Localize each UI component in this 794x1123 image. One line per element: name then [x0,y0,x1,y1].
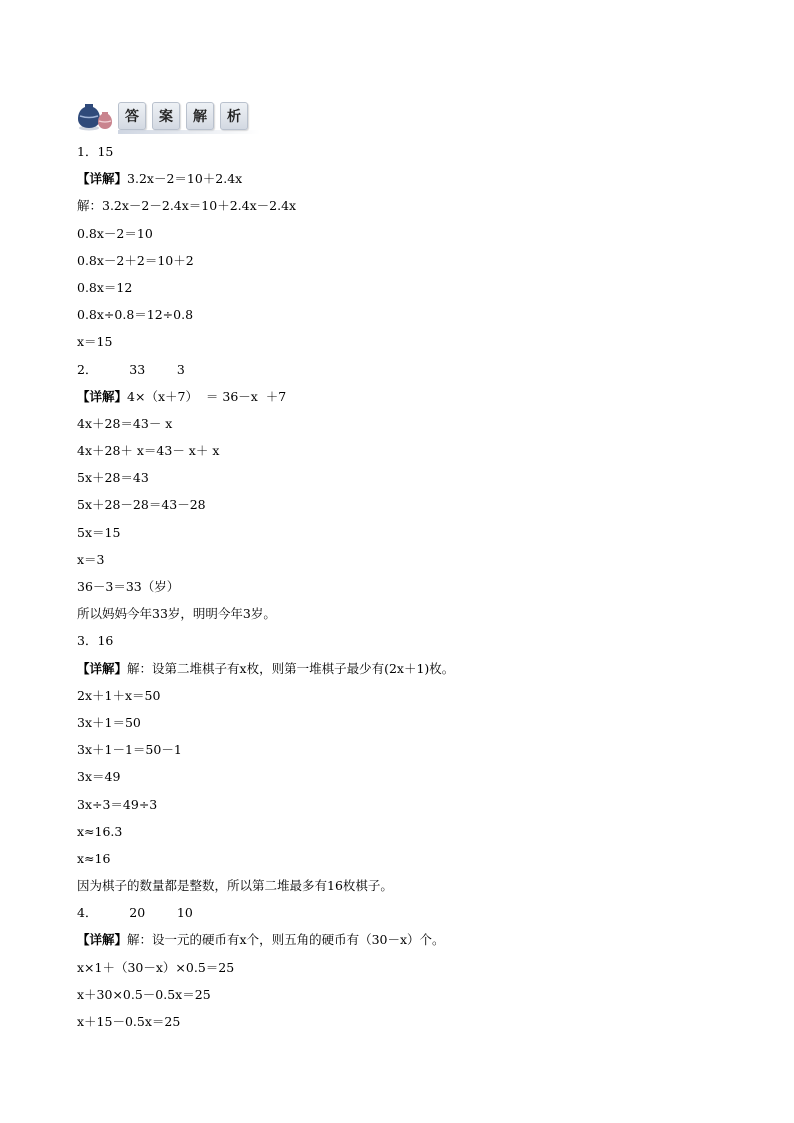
solution-line: 解：3.2x－2－2.4x＝10＋2.4x－2.4x [77,198,297,214]
vase-icon [78,101,112,131]
header-tile: 解 [186,102,214,130]
solution-line: 0.8x＝12 [77,279,133,295]
answer-body [77,138,757,1035]
solution-line: 3x÷3＝49÷3 [77,796,158,812]
solution-line [77,655,757,682]
solution-line: 3x＋1－1＝50－1 [77,742,182,758]
solution-line: 0.8x÷0.8＝12÷0.8 [77,307,194,323]
question-number-1: 1．15 [77,144,114,159]
solution-line [77,926,757,953]
solution-line: 4x＋28＝43－ x [77,415,173,431]
header-tiles [118,102,254,130]
solution-line [77,165,757,192]
solution-line: 0.8x－2＝10 [77,225,153,241]
detail-label: 【详解】 [77,171,128,187]
detail-text: 解：设一元的硬币有x个，则五角的硬币有（30－x）个。 [127,932,445,948]
solution-line: x≈16 [77,850,111,866]
detail-text: 3.2x－2＝10＋2.4x [127,171,243,187]
question-number-4: 4． 20 10 [77,905,193,921]
question-number-2: 2． 33 3 [77,361,185,377]
header-tile: 析 [220,102,248,130]
question-number-3: 3．16 [77,633,114,649]
answer-analysis-header [78,101,254,131]
solution-line: x×1＋（30－x）×0.5＝25 [77,959,235,975]
solution-line: 5x＋28－28＝43－28 [77,497,206,513]
solution-conclusion: 因为棋子的数量都是整数，所以第二堆最多有16枚棋子。 [77,878,393,894]
solution-line: x＋30×0.5－0.5x＝25 [77,986,211,1002]
solution-line: 5x＋28＝43 [77,470,149,486]
solution-line: 2x＋1＋x＝50 [77,687,161,703]
solution-conclusion: 所以妈妈今年33岁，明明今年3岁。 [77,606,276,622]
header-tile: 案 [152,102,180,130]
solution-line: x＝3 [77,551,105,567]
solution-line: x＝15 [77,334,113,350]
detail-label: 【详解】 [77,932,128,948]
detail-text: 4×（x＋7） ＝ 36－x ＋7 [127,388,287,404]
solution-line: 0.8x－2＋2＝10＋2 [77,252,194,268]
solution-line: 3x＝49 [77,769,121,785]
solution-line: x＋15－0.5x＝25 [77,1014,181,1029]
solution-line: 5x＝15 [77,524,121,540]
detail-label: 【详解】 [77,388,128,404]
solution-line [77,383,757,410]
header-tile: 答 [118,102,146,130]
detail-text: 解：设第二堆棋子有x枚，则第一堆棋子最少有(2x＋1)枚。 [127,660,455,676]
detail-label: 【详解】 [77,660,128,676]
solution-line: x≈16.3 [77,823,123,839]
solution-line: 4x＋28＋ x＝43－ x＋ x [77,443,220,459]
solution-line: 3x＋1＝50 [77,714,141,730]
solution-line: 36－3＝33（岁） [77,579,180,594]
